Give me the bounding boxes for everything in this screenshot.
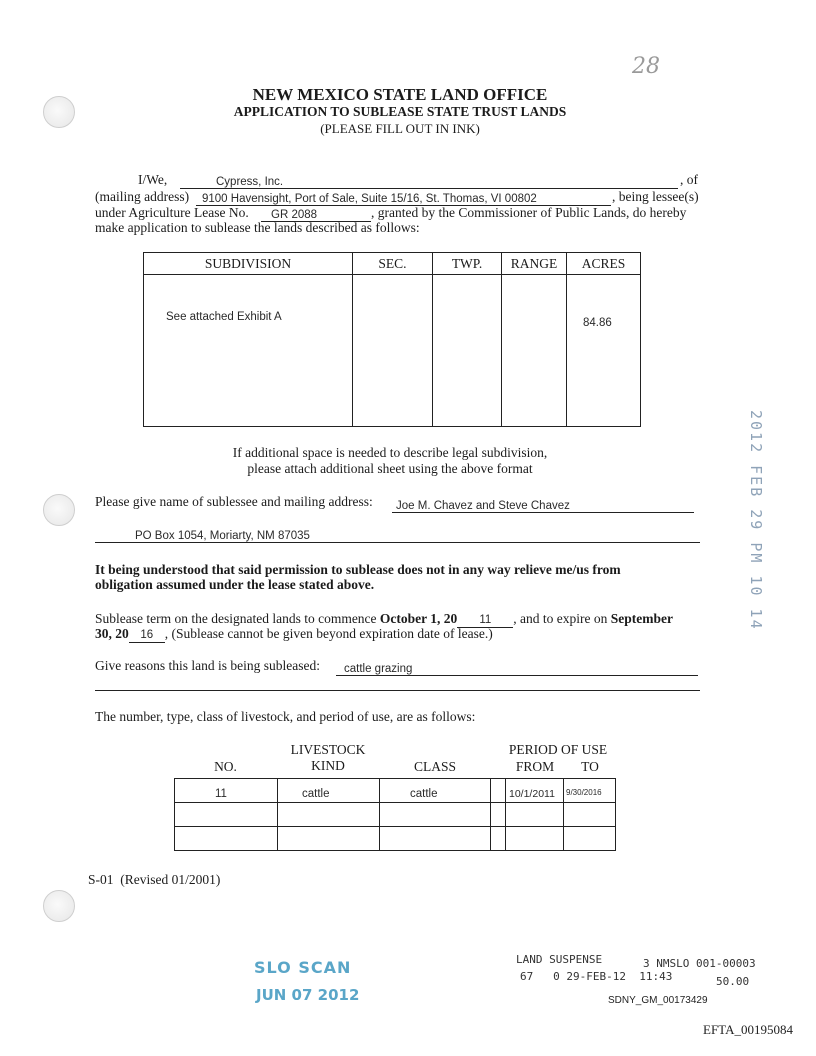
applicant-name-field[interactable] xyxy=(180,174,678,189)
livestock-header-from: FROM xyxy=(515,759,555,774)
livestock-from-cell[interactable] xyxy=(506,827,564,851)
livestock-header-period: PERIOD OF USE xyxy=(508,742,608,757)
livestock-to: 9/30/2016 xyxy=(566,788,602,797)
reasons-extra-line[interactable] xyxy=(95,690,700,691)
sublessee-address: PO Box 1054, Moriarty, NM 87035 xyxy=(135,530,310,542)
cell-acres[interactable] xyxy=(567,275,641,427)
label-sublessee: Please give name of sublessee and mailing address: xyxy=(95,494,373,509)
livestock-header-to: TO xyxy=(581,759,599,774)
livestock-to-cell[interactable] xyxy=(564,827,616,851)
livestock-table xyxy=(174,778,616,851)
label-lease: under Agriculture Lease No. xyxy=(95,205,249,220)
livestock-kind: cattle xyxy=(302,788,330,800)
livestock-kind-cell[interactable] xyxy=(278,779,380,803)
header-acres: ACRES xyxy=(567,253,641,275)
livestock-header-class: CLASS xyxy=(413,759,457,774)
term-commence: October 1, 20 xyxy=(379,611,458,626)
livestock-to-cell[interactable] xyxy=(564,803,616,827)
land-suspense-code: 3 NMSLO 001-00003 xyxy=(643,957,756,970)
livestock-to-cell[interactable] xyxy=(564,779,616,803)
term-text-1: Sublease term on the designated lands to commence xyxy=(95,611,377,626)
livestock-class-cell[interactable] xyxy=(380,779,491,803)
term-line-2 xyxy=(95,626,493,643)
table-note-1: If additional space is needed to describe legal subdivision, xyxy=(232,445,548,460)
livestock-from-cell[interactable] xyxy=(506,803,564,827)
sublessee-name-field[interactable] xyxy=(392,498,694,513)
livestock-kind-cell[interactable] xyxy=(278,827,380,851)
punch-hole-middle xyxy=(43,494,75,526)
cell-range[interactable] xyxy=(502,275,567,427)
livestock-class-cell[interactable] xyxy=(380,803,491,827)
acres-value: 84.86 xyxy=(583,317,612,329)
term-text-2: , and to expire on xyxy=(513,611,608,626)
livestock-from: 10/1/2011 xyxy=(509,788,555,800)
sublessee-name: Joe M. Chavez and Steve Chavez xyxy=(396,500,570,512)
label-of: , of xyxy=(680,172,698,187)
page-instruction: (PLEASE FILL OUT IN INK) xyxy=(320,121,480,136)
term-end-field[interactable] xyxy=(129,626,165,643)
term-end-year: 16 xyxy=(140,629,154,641)
livestock-spacer-cell xyxy=(491,827,506,851)
livestock-row xyxy=(175,803,616,827)
label-mailing: (mailing address) xyxy=(95,189,190,204)
term-expire-2: 30, 20 xyxy=(95,626,129,641)
livestock-header-kind: KIND xyxy=(311,758,345,773)
applicant-address: 9100 Havensight, Port of Sale, Suite 15/16, St. Thomas, VI 00802 xyxy=(202,193,537,205)
term-expire: September xyxy=(610,611,674,626)
label-iwe: I/We, xyxy=(138,172,168,187)
livestock-row xyxy=(175,779,616,803)
header-range: RANGE xyxy=(502,253,567,275)
header-twp: TWP. xyxy=(433,253,502,275)
livestock-header-livestock: LIVESTOCK xyxy=(290,742,366,757)
corner-note: 28 xyxy=(632,54,660,79)
cell-twp[interactable] xyxy=(433,275,502,427)
received-stamp: 2012 FEB 29 PM 10 14 xyxy=(747,410,765,631)
text-granted: , granted by the Commissioner of Public Lands, do hereby xyxy=(371,205,687,220)
efta-number: EFTA_00195084 xyxy=(703,1022,793,1037)
livestock-class-cell[interactable] xyxy=(380,827,491,851)
form-id: S-01 (Revised 01/2001) xyxy=(88,872,221,887)
slo-scan-date: JUN 07 2012 xyxy=(256,986,360,1004)
land-suspense-label: LAND SUSPENSE xyxy=(516,953,603,966)
livestock-class: cattle xyxy=(410,788,438,800)
punch-hole-bottom xyxy=(43,890,75,922)
reasons-field[interactable] xyxy=(336,661,698,676)
understanding-line-2: obligation assumed under the lease stated above. xyxy=(95,577,375,592)
cell-sec[interactable] xyxy=(353,275,433,427)
page-title: NEW MEXICO STATE LAND OFFICE xyxy=(252,85,548,104)
term-start-year: 11 xyxy=(479,614,492,626)
table-note-2: please attach additional sheet using the above format xyxy=(247,461,533,476)
livestock-kind-cell[interactable] xyxy=(278,803,380,827)
text-make: make application to sublease the lands described as follows: xyxy=(95,220,420,235)
land-suspense-line2: 67 0 29-FEB-12 11:43 xyxy=(520,970,673,983)
livestock-from-cell[interactable] xyxy=(506,779,564,803)
slo-scan-stamp: SLO SCAN xyxy=(254,958,352,977)
header-subdivision: SUBDIVISION xyxy=(144,253,353,275)
reasons-value: cattle grazing xyxy=(344,663,413,675)
livestock-no-cell[interactable] xyxy=(175,779,278,803)
livestock-row xyxy=(175,827,616,851)
livestock-no-cell[interactable] xyxy=(175,827,278,851)
understanding-line-1: It being understood that said permission to sublease does not in any way relieve me/us from xyxy=(95,562,621,577)
lease-no: GR 2088 xyxy=(271,209,318,221)
page-subtitle: APPLICATION TO SUBLEASE STATE TRUST LANDS xyxy=(233,104,567,119)
label-reasons: Give reasons this land is being subleased: xyxy=(95,658,320,673)
livestock-no-cell[interactable] xyxy=(175,803,278,827)
land-table xyxy=(143,252,641,427)
livestock-no: 11 xyxy=(215,788,227,800)
label-lessee: , being lessee(s) xyxy=(612,189,699,204)
term-text-3: , (Sublease cannot be given beyond expiration date of lease.) xyxy=(164,626,493,641)
land-suspense-amount: 50.00 xyxy=(716,975,750,988)
livestock-spacer-cell xyxy=(491,803,506,827)
sublessee-address-field[interactable] xyxy=(95,528,700,543)
applicant-name: Cypress, Inc. xyxy=(216,176,284,188)
livestock-header-no: NO. xyxy=(214,759,237,774)
livestock-intro: The number, type, class of livestock, and period of use, are as follows: xyxy=(95,709,476,724)
bates-number: SDNY_GM_00173429 xyxy=(608,995,708,1006)
livestock-spacer-cell xyxy=(491,779,506,803)
header-sec: SEC. xyxy=(353,253,433,275)
subdivision-value: See attached Exhibit A xyxy=(166,311,282,323)
applicant-address-field[interactable] xyxy=(196,191,611,206)
cell-subdivision[interactable] xyxy=(144,275,353,427)
